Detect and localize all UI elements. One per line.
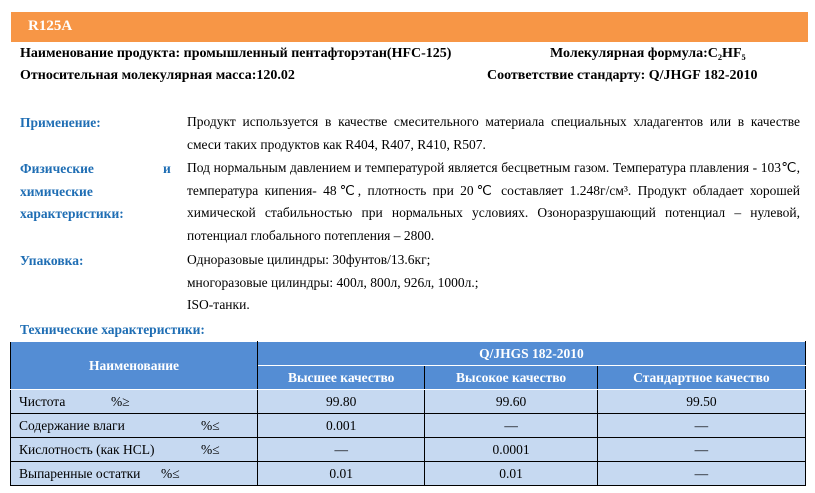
name-header: Наименование	[11, 342, 258, 390]
standard-header: Q/JHGS 182-2010	[258, 342, 806, 366]
grade-header: Высокое качество	[425, 366, 597, 390]
row-name: Чистота %≥	[11, 390, 258, 414]
row-value: —	[258, 438, 425, 462]
row-value: 99.80	[258, 390, 425, 414]
table-row	[11, 414, 806, 438]
physical-label-and: и	[163, 161, 171, 176]
physical-text: Под нормальным давлением и температурой является бесцветным газом. Температура плавления - 103℃, температура кипения- 48℃, плотность при 20℃ составляет 1.248г/см³. Продукт обладает хорошей химической стабильностью при нормальных условиях. Озоноразрушающий потенциал – нулевой, потенциал глобального потепления – 2800.	[187, 160, 800, 243]
packaging-line: ISO-танки.	[187, 297, 250, 312]
title-bar	[11, 12, 808, 42]
physical-label-2: химические	[20, 184, 93, 199]
packaging-label: Упаковка:	[20, 253, 84, 268]
row-name: Выпаренные остатки %≤	[11, 462, 258, 486]
molecular-formula: Молекулярная формула:C₂HF₅	[550, 46, 746, 61]
table-row	[11, 390, 806, 414]
row-value: 0.01	[258, 462, 425, 486]
row-name: Содержание влаги %≤	[11, 414, 258, 438]
row-value: 0.01	[425, 462, 597, 486]
physical-label-3: характеристики:	[20, 206, 124, 221]
application-text: Продукт используется в качестве смесительного материала специальных хладагентов или в качестве смеси таких продуктов как R404, R407, R410, R507.	[187, 114, 800, 152]
grade-header: Стандартное качество	[597, 366, 805, 390]
row-value: —	[597, 438, 805, 462]
packaging-line: многоразовые цилиндры: 400л, 800л, 926л, 1000л.;	[187, 275, 479, 290]
row-name: Кислотность (как HCL) %≤	[11, 438, 258, 462]
row-value: —	[425, 414, 597, 438]
standard: Соответствие стандарту: Q/JHGF 182-2010	[487, 68, 758, 83]
product-name: Наименование продукта: промышленный пентафторэтан(HFC-125)	[20, 46, 452, 61]
row-value: 0.0001	[425, 438, 597, 462]
row-value: —	[597, 462, 805, 486]
grade-header: Высшее качество	[258, 366, 425, 390]
molecular-mass: Относительная молекулярная масса:120.02	[20, 68, 295, 83]
row-value: 99.50	[597, 390, 805, 414]
product-title: R125A	[28, 18, 73, 34]
table-row	[11, 462, 806, 486]
table-row	[11, 438, 806, 462]
row-value: 0.001	[258, 414, 425, 438]
row-value: 99.60	[425, 390, 597, 414]
row-value: —	[597, 414, 805, 438]
physical-label-1: Физические	[20, 161, 94, 176]
table-title: Технические характеристики:	[20, 322, 205, 337]
spec-table	[10, 341, 806, 486]
application-label: Применение:	[20, 115, 101, 130]
packaging-line: Одноразовые цилиндры: 30фунтов/13.6кг;	[187, 252, 431, 267]
